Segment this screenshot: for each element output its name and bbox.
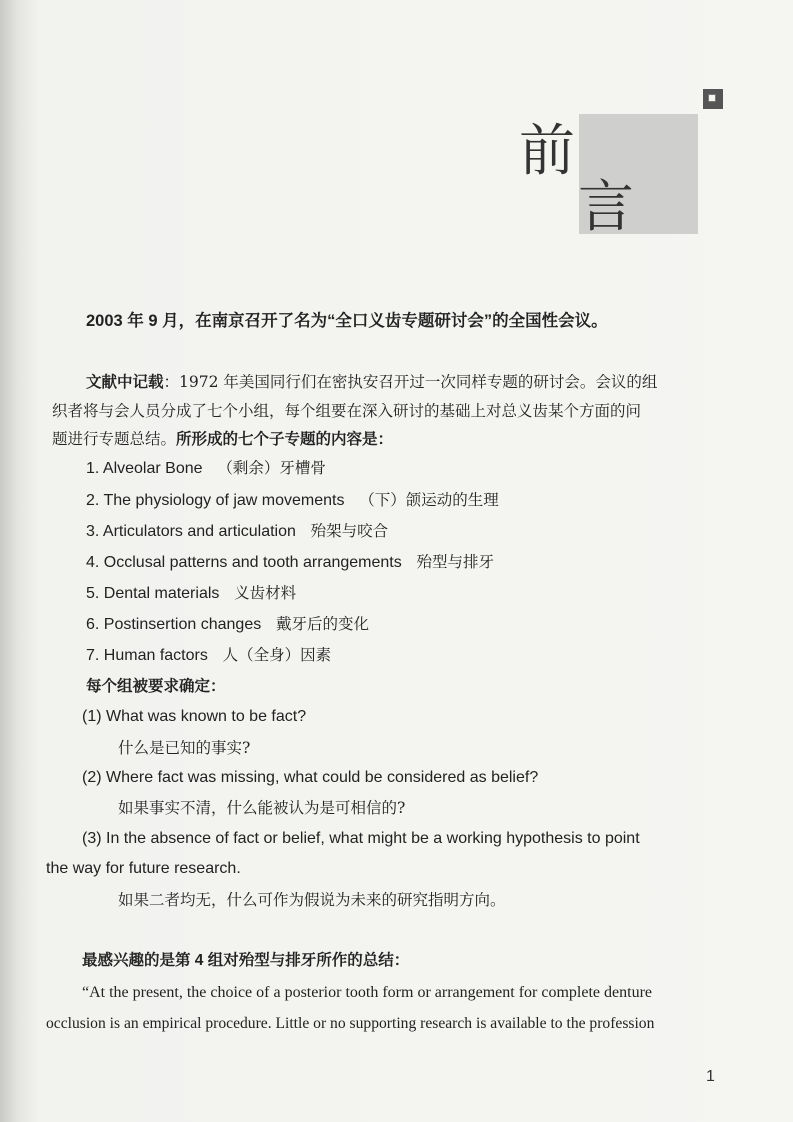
heading-corner-square-icon (703, 89, 723, 109)
interest-heading: 最感兴趣的是第 4 组对殆型与排牙所作的总结： (82, 952, 410, 969)
topic-item (86, 520, 388, 543)
question-3-en-line-2: the way for future research. (46, 860, 241, 877)
question-3-zh: 如果二者均无，什么可作为假说为未来的研究指明方向。 (118, 891, 506, 909)
topic-zh: 义齿材料 (234, 584, 297, 602)
topic-zh: 戴牙后的变化 (276, 615, 370, 633)
question-1-zh: 什么是已知的事实? (118, 739, 251, 757)
topic-zh: （下）颌运动的生理 (359, 491, 499, 509)
intro-line: 2003 年 9 月，在南京召开了名为“全口义齿专题研讨会”的全国性会议。 (86, 312, 608, 330)
topic-item (86, 489, 499, 512)
topic-en: 7. Human factors (86, 647, 208, 664)
topic-en: 2. The physiology of jaw movements (86, 492, 345, 509)
paragraph-bold-lead: 文献中记载 (86, 374, 164, 391)
topic-item (86, 582, 296, 605)
paragraph-line-2: 织者将与会人员分成了七个小组，每个组要在深入研讨的基础上对总义齿某个方面的问 (52, 402, 642, 420)
paragraph-line-3-text: 题进行专题总结。 (52, 430, 177, 448)
topic-item (86, 457, 326, 480)
quote-line-2: occlusion is an empirical procedure. Little or no supporting research is available to the profession (46, 1015, 655, 1032)
paragraph-line-1 (86, 371, 657, 394)
quote-line-1: “At the present, the choice of a posterior tooth form or arrangement for complete denture (82, 984, 652, 1001)
topic-en: 3. Articulators and articulation (86, 523, 296, 540)
question-2-zh: 如果事实不清，什么能被认为是可相信的? (118, 799, 406, 817)
topic-zh: （剩余）牙槽骨 (217, 459, 326, 477)
heading-char-2: 言 (578, 175, 634, 240)
topic-en: 4. Occlusal patterns and tooth arrangements (86, 554, 402, 571)
topic-en: 5. Dental materials (86, 585, 220, 602)
group-requirement-heading: 每个组被要求确定： (86, 678, 226, 695)
question-3-en-line-1: (3) In the absence of fact or belief, what might be a working hypothesis to point (82, 830, 640, 847)
question-2-en: (2) Where fact was missing, what could be considered as belief? (82, 769, 539, 786)
topic-zh: 人（全身）因素 (222, 646, 332, 664)
topic-zh: 殆型与排牙 (416, 553, 495, 571)
topic-en: 6. Postinsertion changes (86, 616, 262, 633)
topic-item (86, 644, 331, 667)
topic-zh: 殆架与咬合 (310, 522, 389, 540)
topic-en: 1. Alveolar Bone (86, 460, 203, 477)
paragraph-line-3 (52, 428, 393, 451)
question-1-en: (1) What was known to be fact? (82, 708, 307, 725)
heading-char-1: 前 (519, 119, 575, 184)
topic-item (86, 551, 494, 574)
paragraph-line-1-text: ：1972 年美国同行们在密执安召开过一次同样专题的研讨会。会议的组 (163, 373, 658, 391)
page-number: 1 (706, 1068, 715, 1085)
paragraph-line-3-bold: 所形成的七个子专题的内容是： (176, 431, 394, 448)
topic-item (86, 613, 369, 636)
